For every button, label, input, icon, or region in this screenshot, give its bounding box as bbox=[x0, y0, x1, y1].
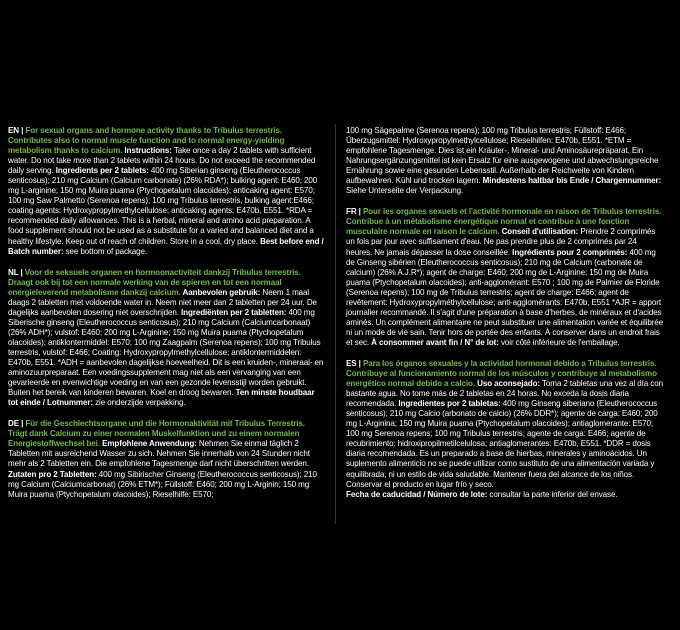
health-claim: Para los órganos sexuales y la actividad hormonal debido a Tribulus terrestris. Contribuye al funcionamiento normal de los músculos y contribuye al metabolismo energético normal debido a calcio. bbox=[346, 358, 657, 389]
section-de bbox=[8, 419, 326, 499]
section-fr bbox=[346, 207, 664, 348]
best-before-label: Ten minste houdbaar tot einde / Lotnummer: bbox=[8, 388, 315, 408]
instructions-text: Nehmen Sie einmal täglich 2 Tabletten mit ausreichend Wasser zu sich. Nehmen Sie innerhalb von 24 Stunden nicht mehr als 2 Tabletten ein. Die empfohlene Tagesmenge darf nicht überschritten werden. bbox=[8, 439, 310, 469]
health-claim: Voor de seksuele organen en hormoonactiviteit dankzij Tribulus terrestris. Draagt ook bij tot een normale werking van de spieren en tot een normaal energieleverend metabolisme dankzij calcium. bbox=[8, 267, 301, 297]
best-before-text: zie onderzijde verpakking. bbox=[92, 398, 186, 408]
ingredients-label: Ingredientes por 2 tabletas: bbox=[396, 399, 501, 409]
best-before-label: Best before end / Batch number: bbox=[8, 236, 324, 256]
ingredients-text: 100 mg Sägepalme (Serenoa repens); 100 mg Tribulus terrestris; Füllstoff: E466; Überzugsmittel: Hydroxypropylmethylcellulose; Rieselhilfen: E470b, E551. *ETM = empfohlene Tagesmenge. Dies ist ein Kräuter-, Mineral- und Aminosäurepräparat. Ein Nahrungsergänzungsmittel ist kein Ersatz für eine ausgewogene und abwechslungsreiche Ernährung sowie eine gesunden Lebensstil. Außerhalb der Reichweite von Kindern aufbewahren. Kühl und trocken lagern. bbox=[346, 126, 659, 186]
instructions-text: Take once a day 2 tablets with sufficient water. Do not take more than 2 tablets within 24 hours. Do not exceed the recommended daily serving. bbox=[8, 146, 316, 176]
ingredients-label: Zutaten pro 2 Tabletten: bbox=[8, 469, 97, 479]
best-before-label: Fecha de caducidad / Número de lote: bbox=[346, 489, 488, 499]
language-tag: DE | bbox=[8, 419, 24, 429]
language-tag: ES | bbox=[346, 358, 361, 368]
instructions-text: Neem 1 maal daags 2 tabletten met voldoende water in. Neem niet meer dan 2 tabletten per 24 uur. De dagelijks aanbevolen dosering niet overschrijden. bbox=[8, 287, 317, 317]
section-en bbox=[8, 126, 326, 257]
ingredients-text: 400 mg Ginseng siberiano (Eleutherococcus senticosus); 210 mg Calcio (arbonato de calcio) (26% DDR*); agente de carga: E460; 200 mg L-Arginina; 150 mg Muira puama (Ptychopetalum olacoides); antiaglomerante: E570; 100 mg Serenoa repens; 100 mg Tribulus terrestris; agente de carga: E466; agente de recubrimiento: hidroxipropilmetilcelulosa; antiaglomerantes: E470b, E551. *DDR = dosis diaria recomendada. Es un preparado a base de hierbas, minerales y aminoácidos. Un suplemento alimenticio no se puede utilizar como sustituto de una alimentación variada y equilibrada, ni un estilo de vida saludable. Mantener fuera del alcance de los niños. Conservar el producto en lugar frío y seco. bbox=[346, 399, 658, 489]
best-before-text: see bottom of package. bbox=[63, 246, 148, 256]
column-divider bbox=[335, 124, 336, 524]
best-before-label: Mindestens haltbar bis Ende / Chargennummer: bbox=[480, 176, 662, 186]
instructions-label: Empfohlene Anwendung: bbox=[99, 439, 197, 449]
instructions-text: Toma 2 tabletas una vez al día con bastante agua. No tome más de 2 tabletas en 24 horas. No exceda la dosis diaria recomendada. bbox=[346, 379, 663, 409]
best-before-text: voir côté inférieure de l'emballage. bbox=[498, 337, 620, 347]
instructions-label: Aanbevolen gebruik: bbox=[180, 287, 261, 297]
section-nl bbox=[8, 268, 326, 409]
ingredients-text: 400 mg Siberische ginseng (Eleutherococcus senticosus); 210 mg Calcium (Calciumcarbonaat) (26% ADH*); vulstof: E460; 200 mg L-Arginine; 150 mg Muira puama (Ptychopetalum olacoides); antiklontermiddel: E570; 100 mg Zaagpalm (Serenoa repens); 100 mg Tribulus terrestris, vulstof: E466; Coating: Hydroxypropylmethylcellulose; antiklontermiddelen: E470b, E551. *ADH = aanbevolen dagelijkse hoeveelheid. Dit is een kruiden-, mineraal- en aminozuurpreparaat. Een voedingssupplement mag niet als een vervanging van een gevarieerde en evenwichtige voeding en van een gezonde levensstijl worden gebruikt. Buiten het bereik van kinderen bewaren. Koel en droog bewaren. bbox=[8, 307, 324, 398]
language-tag: FR | bbox=[346, 207, 361, 217]
best-before-label: À consommer avant fin / N° de lot: bbox=[369, 337, 499, 347]
language-tag: NL | bbox=[8, 267, 23, 277]
ingredients-label: Ingredients per 2 tablets: bbox=[53, 166, 149, 176]
section-de-continued bbox=[346, 126, 664, 196]
ingredients-label: Ingrédients pour 2 comprimés: bbox=[510, 247, 628, 257]
health-claim: Für die Geschlechtsorgane und die Hormonaktivität mit Tribulus Terrestris. Trägt dank Calcium zu einer normalen Muskelfunktion und zu einem normalen Energiestoffwechsel bei. bbox=[8, 419, 305, 449]
best-before-text: Siehe Unterseite der Verpackung. bbox=[346, 186, 464, 196]
instructions-label: Conseil d'utilisation: bbox=[499, 227, 579, 237]
ingredients-text: 400 mg de Ginseng sibérien (Eleutherococcus senticosus); 210 mg de Calcium (carbonate de calcium) (26% A.J.R*); agent de charge: E460; 200 mg de L-Arginine; 150 mg de Muira puama (Ptychopetalum olacoides); anti-agglomérant: E570 ; 100 mg de Palmier de Floride (Serenoa repens); 100 mg de Tribulus terrestris; agent de charge: E466; agent de revêtement: Hydroxypropylméthylcellulose; anti-agglomérants: E470b, E551 *AJR = apport journalier recommandé. Il s'agit d'une préparation à base d'herbes, de minéraux et d'acides aminés. Un complément alimentaire ne peut substituer une alimentation variée et équilibrée ni un mode de vie sain. Tenir hors de portée des enfants. À conserver dans un endroit frais et sec. bbox=[346, 247, 664, 347]
health-claim: For sexual organs and hormone activity thanks to Tribulus terrestris. Contributes also to normal muscle function and to normal energy-yielding metabolism thanks to calcium. bbox=[8, 126, 285, 156]
right-column bbox=[346, 126, 664, 511]
section-es bbox=[346, 359, 664, 500]
health-claim: Pour les organes sexuels et l'activité hormonale en raison de Tribulus terrestris. Contribue à un métabolisme énergétique normal et contribue à une fonction musculaire normale en raison le calcium. bbox=[346, 207, 662, 237]
instructions-label: Instructions: bbox=[122, 146, 172, 156]
instructions-text: Prendre 2 comprimés un fois par jour avec suffisament d'eau. Ne pas prendre plus de 2 comprimés par 24 heures. Ne jamais dépasser la dose conseillée. bbox=[346, 227, 656, 257]
instructions-label: Uso aconsejado: bbox=[474, 379, 540, 389]
language-tag: EN | bbox=[8, 126, 24, 135]
left-column bbox=[8, 126, 326, 511]
ingredients-text: 400 mg Sibirischer Ginseng (Eleutherococcus senticosus); 210 mg Calcium (Calciumcarbonat) (26% ETM*); Füllstoff: E460; 200 mg L-Arginin; 150 mg Muira puama (Ptychopetalum olacoides); Rieselhilfe: E570; bbox=[8, 469, 317, 499]
ingredients-text: 400 mg Siberian ginseng (Eleutherococcus senticosus); 210 mg Calcium (Calcium carbonate) (26% RDA*); bulking agent: E460; 200 mg L-arginine; 150 mg Muira puama (Ptychopetalum olacoides); anticaking agent: E570; 100 mg Saw Palmetto (Serenoa repens); 100 mg Tribulus terrestris, bulking agent:E466; coating agents: Hydroxypropylmethylcellulose; anticaking agents: E470b, E551. *RDA = recommended daily allowances. This is a herbal, mineral and amino acid preparation. A food supplement should not be used as a substitute for a varied and balanced diet and a healthy lifestyle. Keep out of reach of children. Store in a cool, dry place. bbox=[8, 166, 318, 246]
ingredients-label: Ingrediënten per 2 tabletten: bbox=[178, 307, 287, 317]
best-before-text: consultar la parte inferior del envase. bbox=[487, 489, 618, 499]
